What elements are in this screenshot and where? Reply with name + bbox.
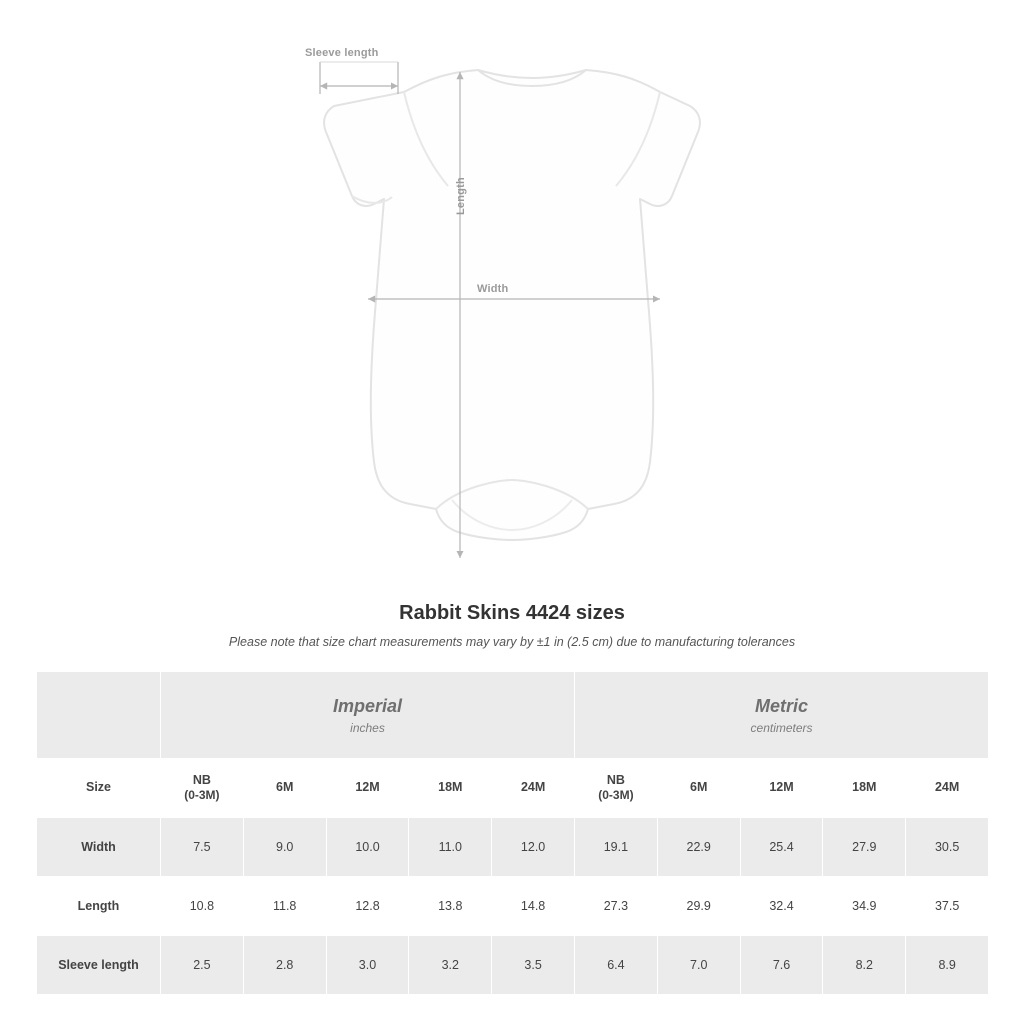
size-header-sub: (0-3M): [598, 788, 634, 803]
cell-sleeve-imperial-18m: 3.2: [409, 936, 492, 995]
cell-length-metric-18m: 34.9: [823, 877, 906, 936]
table-row: [37, 877, 989, 936]
cell-length-imperial-6m: 11.8: [243, 877, 326, 936]
size-header-metric-24m: 24M: [906, 759, 989, 818]
unit-imperial-cell: [161, 672, 575, 759]
size-header-imperial-24m: 24M: [492, 759, 575, 818]
cell-length-imperial-24m: 14.8: [492, 877, 575, 936]
title-block: [0, 602, 1024, 649]
label-sleeve-length: Sleeve length: [305, 47, 379, 59]
cell-width-imperial-12m: 10.0: [326, 818, 409, 877]
cell-width-imperial-24m: 12.0: [492, 818, 575, 877]
size-header-imperial-6m: 6M: [243, 759, 326, 818]
unit-header-row: [37, 672, 989, 759]
label-length: Length: [455, 177, 467, 215]
cell-width-metric-24m: 30.5: [906, 818, 989, 877]
cell-width-metric-6m: 22.9: [657, 818, 740, 877]
size-header-metric-6m: 6M: [657, 759, 740, 818]
cell-length-imperial-nb: 10.8: [161, 877, 244, 936]
cell-sleeve-metric-nb: 6.4: [575, 936, 658, 995]
size-header-metric-nb: [575, 759, 658, 818]
cell-length-metric-nb: 27.3: [575, 877, 658, 936]
size-header-imperial-nb: [161, 759, 244, 818]
size-header-imperial-12m: 12M: [326, 759, 409, 818]
size-header-sub: (0-3M): [184, 788, 220, 803]
cell-sleeve-metric-24m: 8.9: [906, 936, 989, 995]
size-header-metric-18m: 18M: [823, 759, 906, 818]
cell-sleeve-metric-18m: 8.2: [823, 936, 906, 995]
unit-metric-name: Metric: [755, 695, 809, 716]
size-header-metric-12m: 12M: [740, 759, 823, 818]
cell-width-imperial-nb: 7.5: [161, 818, 244, 877]
cell-length-metric-12m: 32.4: [740, 877, 823, 936]
table-row: [37, 936, 989, 995]
cell-length-imperial-12m: 12.8: [326, 877, 409, 936]
bodysuit-shape: [324, 70, 712, 540]
size-header-row: [37, 759, 989, 818]
unit-imperial-sub: inches: [350, 720, 385, 735]
row-label-width: Width: [37, 818, 161, 877]
cell-length-metric-6m: 29.9: [657, 877, 740, 936]
size-label-cell: Size: [37, 759, 161, 818]
cell-width-metric-12m: 25.4: [740, 818, 823, 877]
cell-length-metric-24m: 37.5: [906, 877, 989, 936]
page-title: Rabbit Skins 4424 sizes: [399, 602, 625, 624]
unit-metric-cell: [575, 672, 989, 759]
cell-width-imperial-6m: 9.0: [243, 818, 326, 877]
table-row: [37, 818, 989, 877]
cell-sleeve-imperial-12m: 3.0: [326, 936, 409, 995]
cell-width-metric-nb: 19.1: [575, 818, 658, 877]
cell-sleeve-imperial-nb: 2.5: [161, 936, 244, 995]
size-chart-table: [36, 671, 989, 995]
cell-sleeve-metric-6m: 7.0: [657, 936, 740, 995]
cell-sleeve-imperial-6m: 2.8: [243, 936, 326, 995]
tolerance-note: Please note that size chart measurements may vary by ±1 in (2.5 cm) due to manufacturing tolerances: [228, 635, 796, 649]
cell-sleeve-metric-12m: 7.6: [740, 936, 823, 995]
cell-width-metric-18m: 27.9: [823, 818, 906, 877]
size-header-imperial-18m: 18M: [409, 759, 492, 818]
row-label-sleeve-length: Sleeve length: [37, 936, 161, 995]
unit-corner-cell: [37, 672, 161, 759]
label-width: Width: [477, 283, 509, 295]
size-chart-table-wrapper: [0, 671, 1024, 995]
cell-length-imperial-18m: 13.8: [409, 877, 492, 936]
size-header-text: NB: [606, 772, 625, 787]
unit-metric-sub: centimeters: [750, 720, 813, 735]
size-header-text: NB: [192, 772, 211, 787]
row-label-length: Length: [37, 877, 161, 936]
unit-imperial-name: Imperial: [332, 695, 403, 716]
cell-sleeve-imperial-24m: 3.5: [492, 936, 575, 995]
cell-width-imperial-18m: 11.0: [409, 818, 492, 877]
